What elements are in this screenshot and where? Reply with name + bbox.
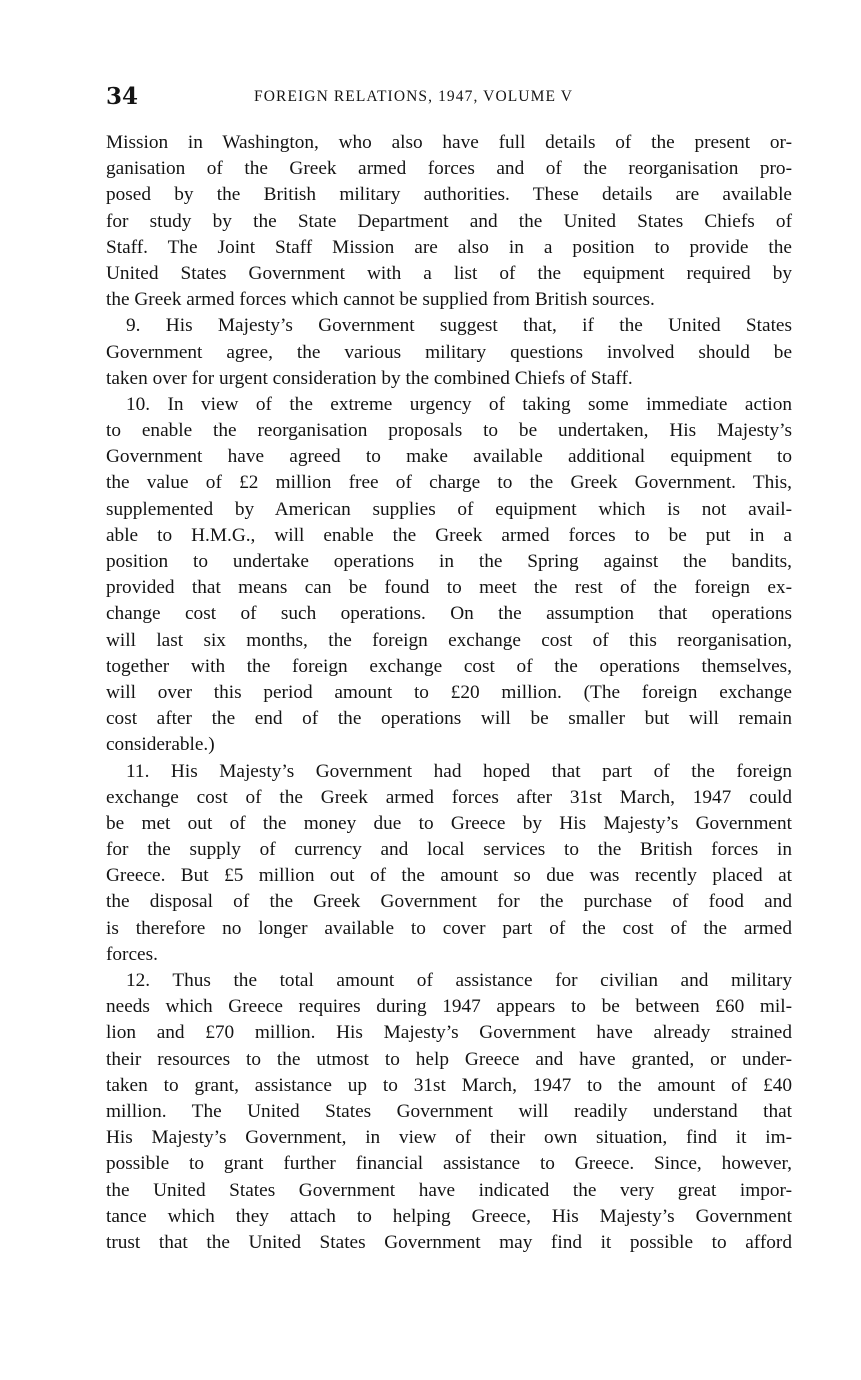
text-line: able to H.M.G., will enable the Greek armed forces to be put in a	[106, 524, 792, 546]
text-line: cost after the end of the operations will be smaller but will remain	[106, 708, 792, 730]
text-line: provided that means can be found to meet the rest of the foreign ex-	[106, 577, 792, 599]
text-line: taken to grant, assistance up to 31st March, 1947 to the amount of £40	[106, 1074, 792, 1096]
text-line: will last six months, the foreign exchange cost of this reorganisation,	[106, 629, 792, 651]
text-line: to enable the reorganisation proposals to be undertaken, His Majesty’s	[106, 420, 792, 442]
page-number: 34	[106, 83, 139, 110]
running-head	[106, 82, 792, 112]
text-line: Staff. The Joint Staff Mission are also in a position to provide the	[106, 236, 792, 258]
text-line: Greece. But £5 million out of the amount so due was recently placed at	[106, 865, 792, 887]
text-line: forces.	[106, 943, 158, 965]
text-line: 9. His Majesty’s Government suggest that, if the United States	[126, 315, 792, 337]
text-line: tance which they attach to helping Greece, His Majesty’s Government	[106, 1205, 792, 1227]
text-line: the disposal of the Greek Government for the purchase of food and	[106, 891, 792, 913]
running-title: FOREIGN RELATIONS, 1947, VOLUME V	[254, 88, 574, 105]
text-line: their resources to the utmost to help Greece and have granted, or under-	[106, 1048, 792, 1070]
text-line: exchange cost of the Greek armed forces after 31st March, 1947 could	[106, 786, 792, 808]
text-line: million. The United States Government will readily understand that	[106, 1100, 792, 1122]
text-line: for study by the State Department and the United States Chiefs of	[106, 210, 792, 232]
text-line: the Greek armed forces which cannot be supplied from British sources.	[106, 289, 655, 311]
text-line: position to undertake operations in the Spring against the bandits,	[106, 551, 792, 572]
text-line: needs which Greece requires during 1947 appears to be between £60 mil-	[106, 996, 792, 1018]
text-line: posed by the British military authorities. These details are available	[106, 184, 792, 206]
text-line: the United States Government have indicated the very great impor-	[106, 1179, 792, 1201]
text-line: United States Government with a list of the equipment required by	[106, 262, 792, 284]
text-line: supplemented by American supplies of equipment which is not avail-	[106, 498, 792, 520]
text-line: 11. His Majesty’s Government had hoped that part of the foreign	[126, 760, 792, 782]
text-line: will over this period amount to £20 million. (The foreign exchange	[106, 681, 792, 703]
text-line: lion and £70 million. His Majesty’s Government have already strained	[106, 1022, 792, 1044]
body-text	[106, 130, 792, 1256]
text-line: be met out of the money due to Greece by His Majesty’s Government	[106, 812, 792, 834]
text-line: is therefore no longer available to cover part of the cost of the armed	[106, 917, 792, 939]
text-line: considerable.)	[106, 734, 215, 756]
text-line: 10. In view of the extreme urgency of taking some immediate action	[126, 393, 792, 415]
text-line: together with the foreign exchange cost of the operations themselves,	[106, 655, 792, 677]
text-line: the value of £2 million free of charge to the Greek Government. This,	[106, 472, 792, 494]
text-line: 12. Thus the total amount of assistance for civilian and military	[126, 970, 792, 991]
text-line: for the supply of currency and local services to the British forces in	[106, 839, 792, 861]
text-line: His Majesty’s Government, in view of their own situation, find it im-	[106, 1127, 792, 1149]
text-line: taken over for urgent consideration by the combined Chiefs of Staff.	[106, 367, 633, 389]
text-line: Government have agreed to make available additional equipment to	[106, 446, 792, 468]
text-line: ganisation of the Greek armed forces and of the reorganisation pro-	[106, 158, 792, 180]
text-line: Government agree, the various military questions involved should be	[106, 341, 792, 363]
text-line: trust that the United States Government may find it possible to afford	[106, 1231, 792, 1253]
text-line: possible to grant further financial assistance to Greece. Since, however,	[106, 1153, 792, 1175]
text-line: Mission in Washington, who also have full details of the present or-	[106, 132, 792, 153]
text-line: change cost of such operations. On the assumption that operations	[106, 603, 792, 625]
